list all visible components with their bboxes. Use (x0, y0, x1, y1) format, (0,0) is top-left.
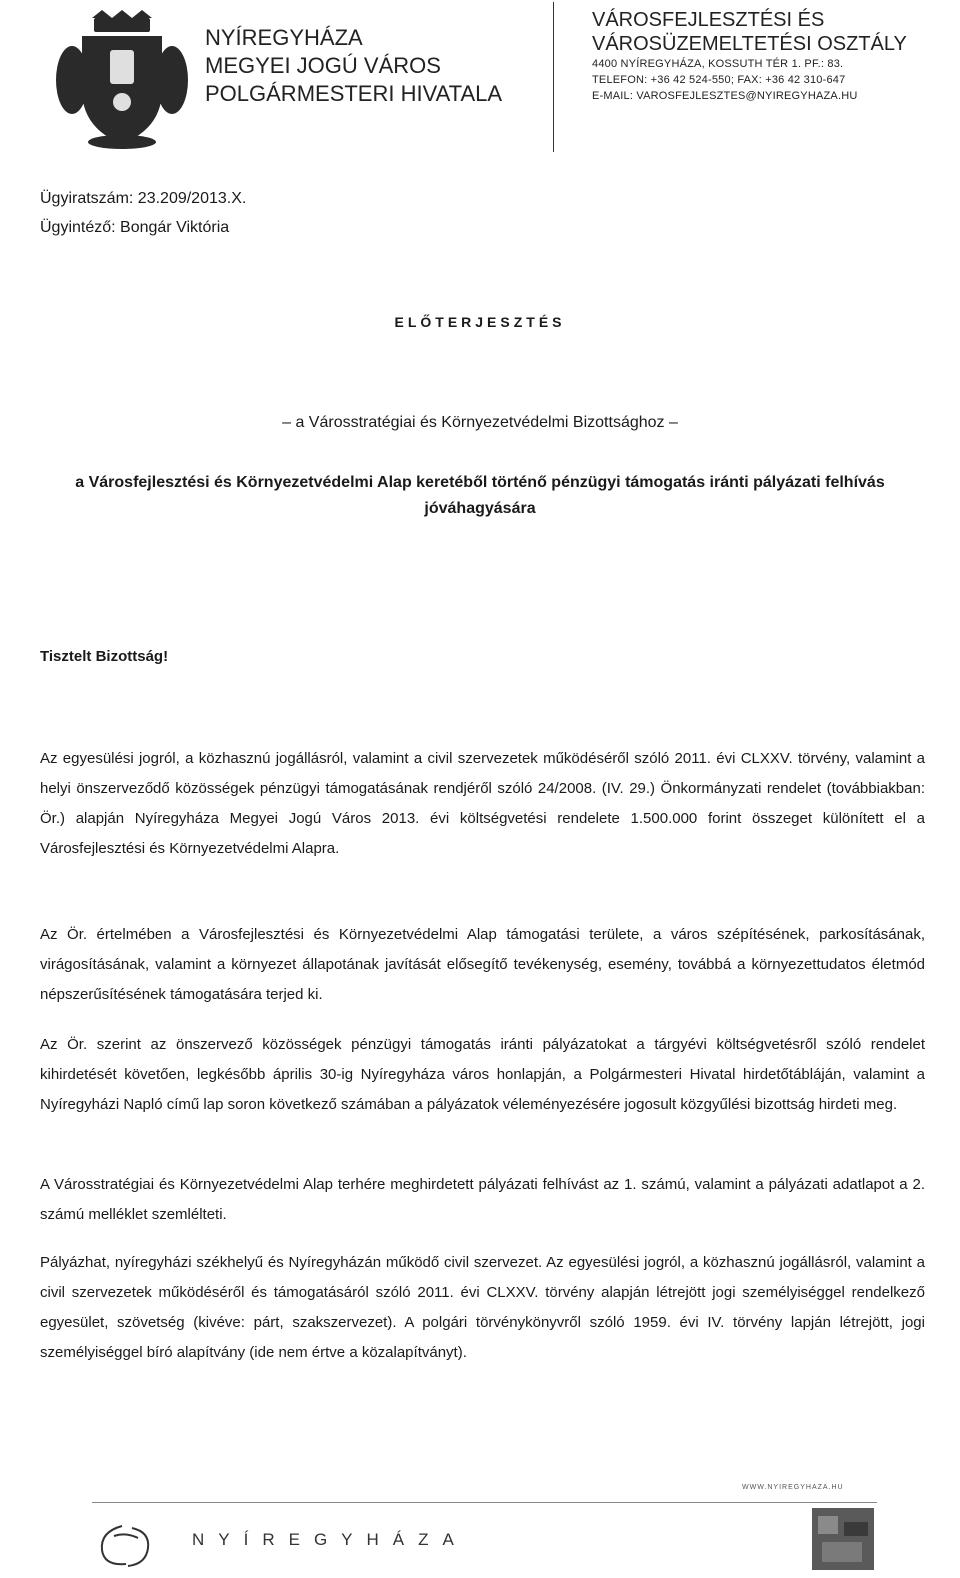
subject-line: a Városfejlesztési és Környezetvédelmi Alap keretéből történő pénzügyi támogatás iránti pályázati felhívás jóváhagyására (75, 474, 885, 517)
department-info (592, 8, 907, 104)
footer-city-name: NYÍREGYHÁZA (192, 1530, 468, 1549)
organization-name (205, 24, 502, 108)
body-paragraph: Az egyesülési jogról, a közhasznú jogállásról, valamint a civil szervezetek működéséről szóló 2011. évi CLXXV. törvény, valamint a helyi önszerveződő közösségek pénzügyi támogatásának rendjéről szóló 24/2008. (IV. 29.) Önkormányzati rendelet (továbbiakban: Ör.) alapján Nyíregyháza Megyei Jogú Város 2013. évi költségvetési rendelete 1.500.000 forint összeget különített el a Városfejlesztési és Környezetvédelmi Alapra. (40, 750, 925, 857)
org-line: MEGYEI JOGÚ VÁROS (205, 53, 441, 78)
file-number: Ügyiratszám: 23.209/2013.X. (40, 190, 247, 207)
header-divider (553, 2, 554, 152)
department-address: 4400 NYÍREGYHÁZA, KOSSUTH TÉR 1. PF.: 83. (592, 58, 844, 70)
case-handler: Ügyintéző: Bongár Viktória (40, 219, 230, 236)
department-name-line: VÁROSÜZEMELTETÉSI OSZTÁLY (592, 33, 907, 55)
footer-url: WWW.NYIREGYHAZA.HU (742, 1484, 844, 1491)
footer-divider (92, 1502, 877, 1503)
body-paragraph: A Városstratégiai és Környezetvédelmi Alap terhére meghirdetett pályázati felhívást az 1. számú, valamint a pályázati adatlapot a 2. számú melléklet szemlélteti. (40, 1176, 925, 1223)
department-email: E-MAIL: VAROSFEJLESZTES@NYIREGYHAZA.HU (592, 90, 858, 102)
document-title: ELŐTERJESZTÉS (394, 314, 566, 330)
document-meta (40, 184, 246, 242)
city-logo-icon (92, 1520, 172, 1570)
body-paragraph: Az Ör. szerint az önszervező közösségek pénzügyi támogatás iránti pályázatokat a tárgyévi költségvetésről szóló rendelet kihirdetését követően, legkésőbb április 30-ig Nyíregyháza város honlapján, a Polgármesteri Hivatal hirdetőtábláján, valamint a Nyíregyházi Napló című lap soron következő számában a pályázatok véleményezésére jogosult közgyűlési bizottság hirdeti meg. (40, 1036, 925, 1113)
addressee-line: – a Városstratégiai és Környezetvédelmi Bizottsághoz – (282, 414, 678, 431)
department-phone: TELEFON: +36 42 524-550; FAX: +36 42 310-647 (592, 74, 846, 86)
org-line: POLGÁRMESTERI HIVATALA (205, 81, 503, 106)
department-name-line: VÁROSFEJLESZTÉSI ÉS (592, 9, 825, 31)
salutation: Tisztelt Bizottság! (40, 648, 169, 665)
footer-image (812, 1508, 874, 1570)
body-paragraph: Az Ör. értelmében a Városfejlesztési és Környezetvédelmi Alap támogatási területe, a város szépítésének, parkosításának, virágosításának, valamint a környezet állapotának javítását elősegítő tevékenység, esemény, továbbá a környezettudatos életmód népszerűsítésének támogatására terjed ki. (40, 926, 925, 1003)
org-line: NYÍREGYHÁZA (205, 25, 363, 50)
city-crest-icon (52, 10, 192, 150)
body-paragraph: Pályázhat, nyíregyházi székhelyű és Nyíregyházán működő civil szervezet. Az egyesülési jogról, a közhasznú jogállásról, valamint a civil szervezetek működéséről és támogatásáról szóló 2011. évi CLXXV. törvény alapján létrejött jogi személyiséggel rendelkező egyesület, szövetség (kivéve: párt, szakszervezet). A polgári törvénykönyvről szóló 1959. évi IV. törvény lapján létrejött, jogi személyiséggel bíró alapítvány (ide nem értve a közalapítványt). (40, 1254, 925, 1361)
